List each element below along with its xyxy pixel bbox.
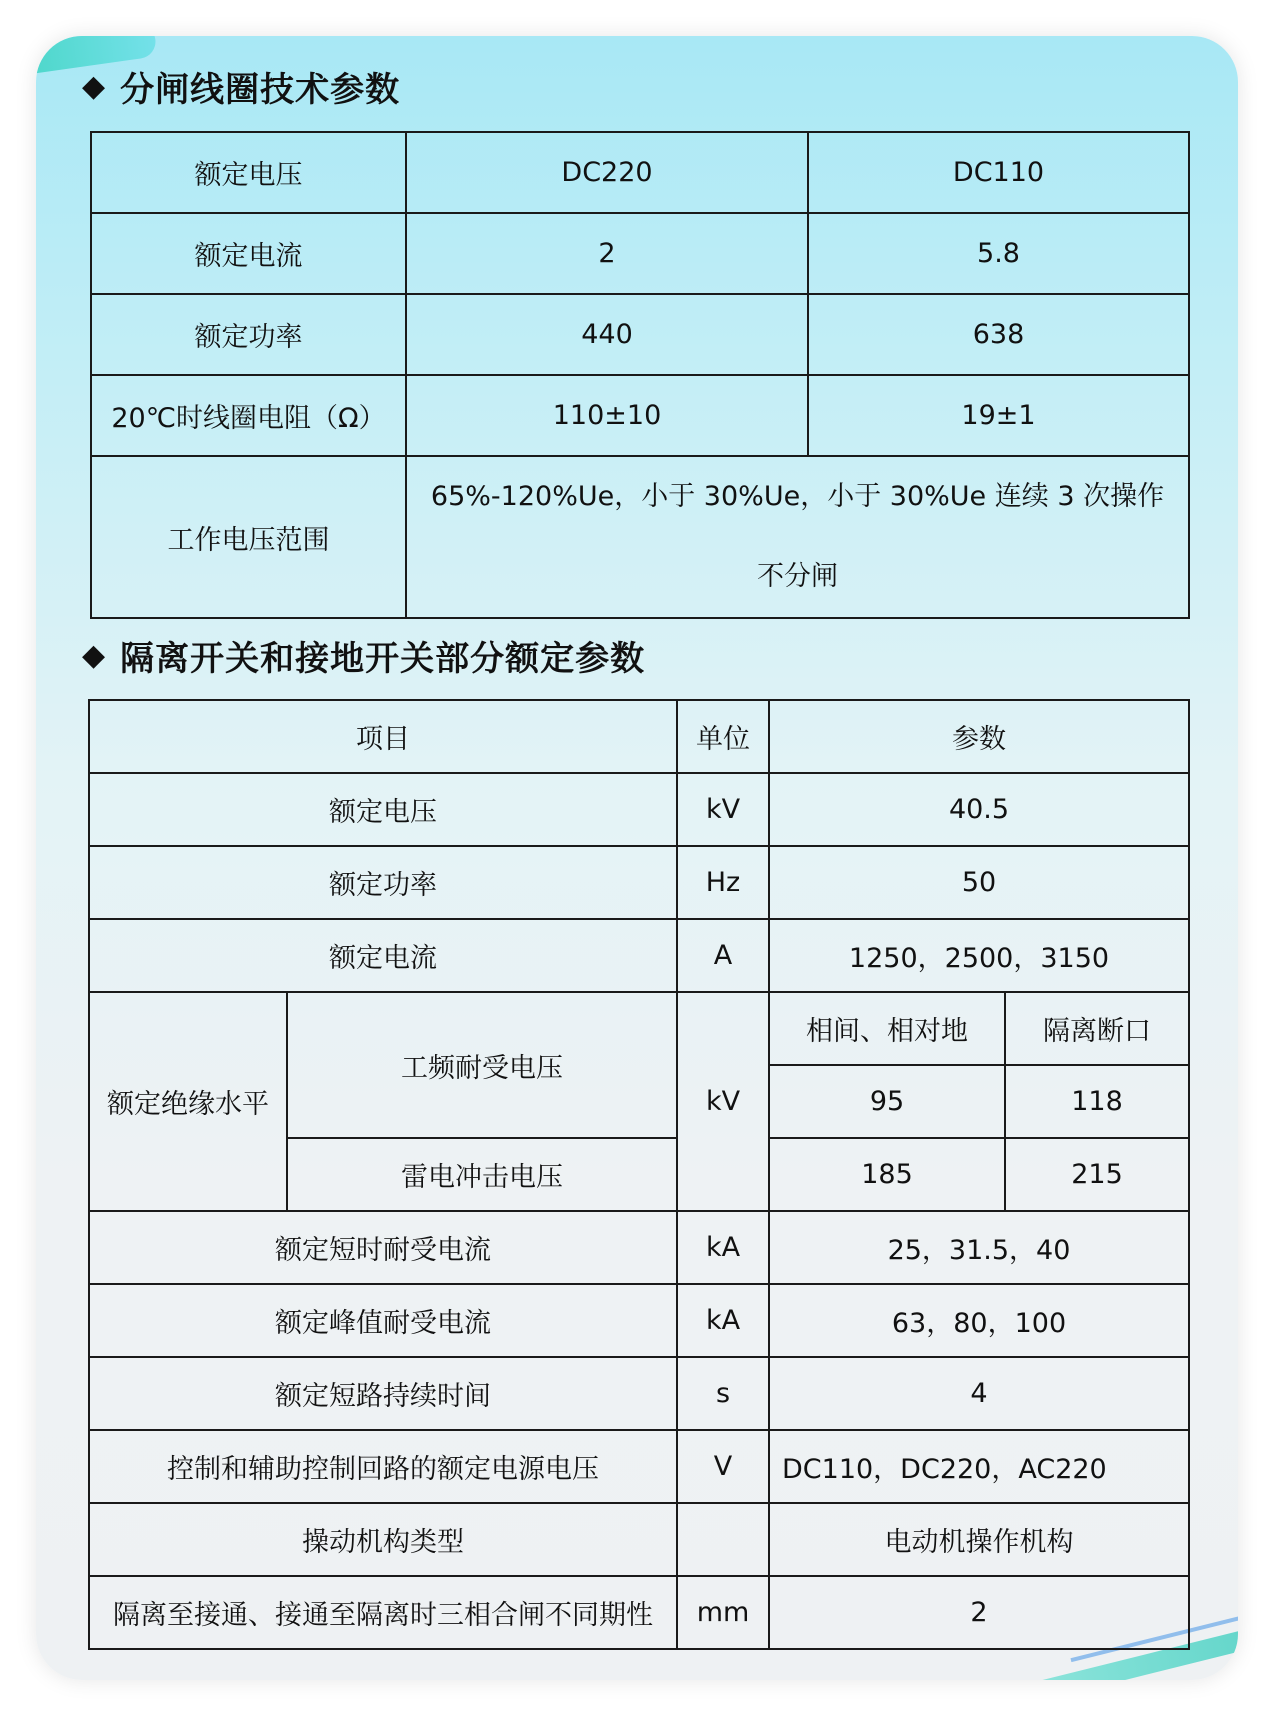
row-unit: kA bbox=[677, 1211, 769, 1284]
range-line-2: 不分闸 bbox=[757, 561, 838, 592]
section-heading-trip-coil bbox=[82, 62, 400, 111]
header-unit: 单位 bbox=[677, 700, 769, 773]
disconnector-ratings-table bbox=[88, 699, 1190, 1650]
value-dc220: 440 bbox=[406, 294, 808, 375]
row-label: 额定电流 bbox=[91, 213, 406, 294]
row-item: 控制和辅助控制回路的额定电源电压 bbox=[89, 1430, 677, 1503]
row-label: 20℃时线圈电阻（Ω） bbox=[91, 375, 406, 456]
diamond-bullet-icon: ◆ bbox=[82, 68, 107, 104]
table-row bbox=[91, 456, 1189, 618]
value-dc220: 110±10 bbox=[406, 375, 808, 456]
row-unit: A bbox=[677, 919, 769, 992]
insulation-r1c1: 95 bbox=[769, 1065, 1005, 1138]
table-row bbox=[89, 919, 1189, 992]
value-dc110: 638 bbox=[808, 294, 1189, 375]
table-row bbox=[89, 1430, 1189, 1503]
row-value: 2 bbox=[769, 1576, 1189, 1649]
header-param: 参数 bbox=[769, 700, 1189, 773]
table-row bbox=[89, 1357, 1189, 1430]
row-value: 50 bbox=[769, 846, 1189, 919]
row-item: 额定电流 bbox=[89, 919, 677, 992]
insulation-sub-power-frequency: 工频耐受电压 bbox=[287, 992, 677, 1138]
section-title: 隔离开关和接地开关部分额定参数 bbox=[120, 639, 646, 679]
row-unit: V bbox=[677, 1430, 769, 1503]
table-row bbox=[89, 1284, 1189, 1357]
table-row bbox=[89, 773, 1189, 846]
row-item: 隔离至接通、接通至隔离时三相合闸不同期性 bbox=[89, 1576, 677, 1649]
table-row bbox=[91, 213, 1189, 294]
row-unit: Hz bbox=[677, 846, 769, 919]
row-item: 额定短路持续时间 bbox=[89, 1357, 677, 1430]
row-item: 额定短时耐受电流 bbox=[89, 1211, 677, 1284]
trip-coil-table bbox=[90, 131, 1190, 619]
row-item: 操动机构类型 bbox=[89, 1503, 677, 1576]
row-unit: kV bbox=[677, 773, 769, 846]
row-label: 工作电压范围 bbox=[91, 456, 406, 618]
section-heading-disconnector bbox=[82, 631, 645, 680]
table-row bbox=[91, 294, 1189, 375]
row-unit: mm bbox=[677, 1576, 769, 1649]
row-value: 4 bbox=[769, 1357, 1189, 1430]
header-item: 项目 bbox=[89, 700, 677, 773]
value-dc220: DC220 bbox=[406, 132, 808, 213]
row-value: 40.5 bbox=[769, 773, 1189, 846]
row-value: DC110，DC220，AC220 bbox=[769, 1430, 1189, 1503]
insulation-r2c2: 215 bbox=[1005, 1138, 1189, 1211]
value-dc220: 2 bbox=[406, 213, 808, 294]
value-dc110: DC110 bbox=[808, 132, 1189, 213]
table-row bbox=[89, 1211, 1189, 1284]
diamond-bullet-icon: ◆ bbox=[82, 637, 107, 673]
row-label: 额定电压 bbox=[91, 132, 406, 213]
row-unit: s bbox=[677, 1357, 769, 1430]
row-value: 1250，2500，3150 bbox=[769, 919, 1189, 992]
table-row bbox=[89, 1576, 1189, 1649]
row-unit: kA bbox=[677, 1284, 769, 1357]
table-row bbox=[91, 132, 1189, 213]
insulation-col1-header: 相间、相对地 bbox=[769, 992, 1005, 1065]
table-row bbox=[89, 846, 1189, 919]
insulation-r2c1: 185 bbox=[769, 1138, 1005, 1211]
insulation-sub-lightning-impulse: 雷电冲击电压 bbox=[287, 1138, 677, 1211]
row-value: 63，80，100 bbox=[769, 1284, 1189, 1357]
row-value: 电动机操作机构 bbox=[769, 1503, 1189, 1576]
row-item: 额定电压 bbox=[89, 773, 677, 846]
insulation-label: 额定绝缘水平 bbox=[89, 992, 287, 1211]
row-item: 额定功率 bbox=[89, 846, 677, 919]
row-value: 25，31.5，40 bbox=[769, 1211, 1189, 1284]
row-item: 额定峰值耐受电流 bbox=[89, 1284, 677, 1357]
row-unit bbox=[677, 1503, 769, 1576]
table-row bbox=[89, 1503, 1189, 1576]
insulation-col2-header: 隔离断口 bbox=[1005, 992, 1189, 1065]
value-dc110: 19±1 bbox=[808, 375, 1189, 456]
voltage-range-value bbox=[406, 456, 1189, 618]
insulation-unit: kV bbox=[677, 992, 769, 1211]
insulation-r1c2: 118 bbox=[1005, 1065, 1189, 1138]
insulation-row-1 bbox=[89, 992, 1189, 1065]
range-line-1: 65%-120%Ue，小于 30%Ue，小于 30%Ue 连续 3 次操作 bbox=[430, 481, 1165, 512]
table-row bbox=[91, 375, 1189, 456]
row-label: 额定功率 bbox=[91, 294, 406, 375]
table-header-row bbox=[89, 700, 1189, 773]
section-title: 分闸线圈技术参数 bbox=[120, 70, 401, 110]
value-dc110: 5.8 bbox=[808, 213, 1189, 294]
